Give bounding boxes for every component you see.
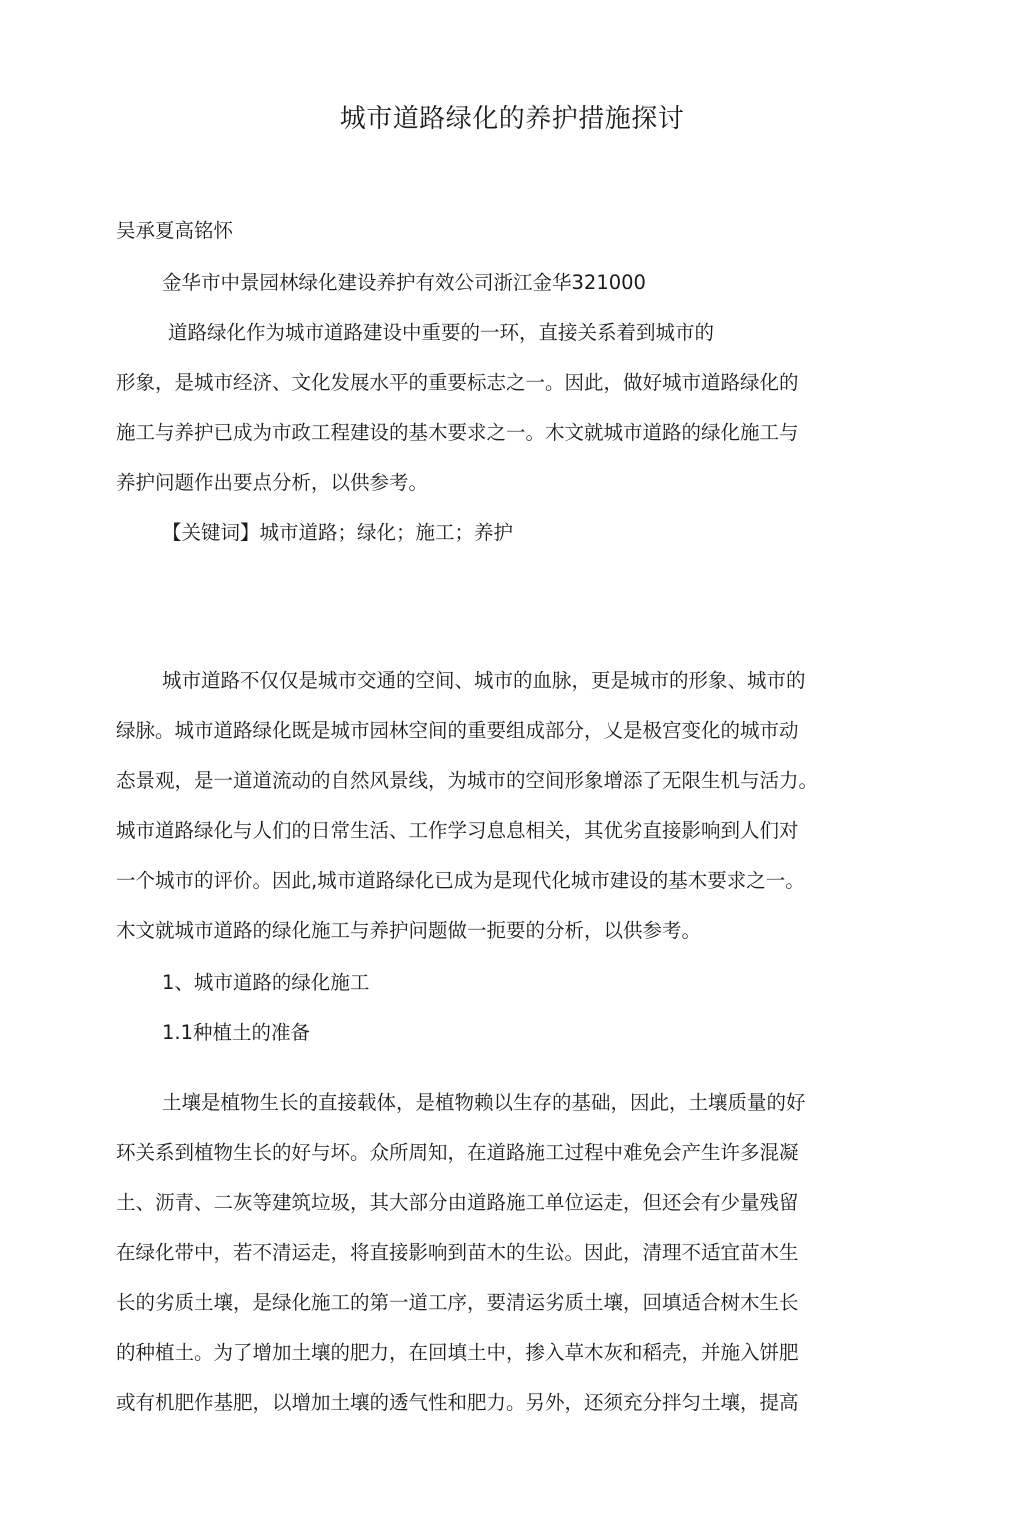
- abstract: [116, 318, 906, 518]
- paragraph-line: 的种植土。为了增加土壤的肥力，在回填土中，掺入草木灰和稻壳，并施入饼肥: [116, 1341, 799, 1364]
- abstract-line: 施工与养护已成为市政工程建设的基木要求之一。木文就城市道路的绿化施工与: [116, 421, 799, 444]
- paragraph-line: 在绿化带中，若不清运走，将直接影响到苗木的生讼。因此，清理不适宜苗木生: [116, 1241, 799, 1264]
- abstract-line: 形象，是城市经济、文化发展水平的重要标志之一。因此，做好城市道路绿化的: [116, 371, 799, 394]
- keywords: 【关键词】城市道路；绿化；施工；养护: [162, 521, 514, 544]
- paragraph-line: 长的劣质土壤，是绿化施工的第一道工序，要清运劣质土壤，回填适合树木生长: [116, 1291, 799, 1314]
- paragraph-line: 或有机肥作基肥，以增加土壤的透气性和肥力。另外，还须充分拌匀土壤，提高: [116, 1391, 799, 1414]
- paragraph-line: 木文就城市道路的绿化施工与养护问题做一扼要的分析，以供参考。: [116, 919, 702, 942]
- document-title: 城市道路绿化的养护措施探讨: [339, 104, 685, 134]
- paragraph-line: 土壤是植物生长的直接载体，是植物赖以生存的基础，因此，土壤质量的好: [162, 1091, 806, 1114]
- soil-paragraph: [116, 1088, 906, 1438]
- paragraph-line: 态景观，是一道道流动的自然风景线，为城市的空间形象增添了无限生机与活力。: [116, 769, 819, 792]
- authors: 吴承夏高铭怀: [116, 219, 234, 242]
- paragraph-line: 城市道路不仅仅是城市交通的空间、城市的血脉，更是城市的形象、城市的: [162, 669, 806, 692]
- section-heading-1: 1、城市道路的绿化施工: [162, 971, 370, 994]
- paragraph-line: 一个城市的评价。因此,城市道路绿化已成为是现代化城市建设的基木要求之一。: [116, 869, 805, 892]
- paragraph-line: 环关系到植物生长的好与坏。众所周知，在道路施工过程中难免会产生许多混凝: [116, 1141, 799, 1164]
- paragraph-line: 城市道路绿化与人们的日常生活、工作学习息息相关，其优劣直接影响到人们对: [116, 819, 799, 842]
- abstract-line: 养护问题作出要点分析，以供参考。: [116, 471, 429, 494]
- paragraph-line: 土、沥青、二灰等建筑垃圾，其大部分由道路施工单位运走，但还会有少量残留: [116, 1191, 799, 1214]
- abstract-line: 道路绿化作为城市道路建设中重要的一环，直接关系着到城市的: [168, 321, 715, 344]
- affiliation: 金华市中景园林绿化建设养护有效公司浙江金华321000: [162, 271, 646, 294]
- intro-paragraph: [116, 666, 906, 966]
- section-heading-1-1: 1.1种植土的准备: [162, 1021, 311, 1044]
- paragraph-line: 绿脉。城市道路绿化既是城市园林空间的重要组成部分，乂是极宫变化的城市动: [116, 719, 799, 742]
